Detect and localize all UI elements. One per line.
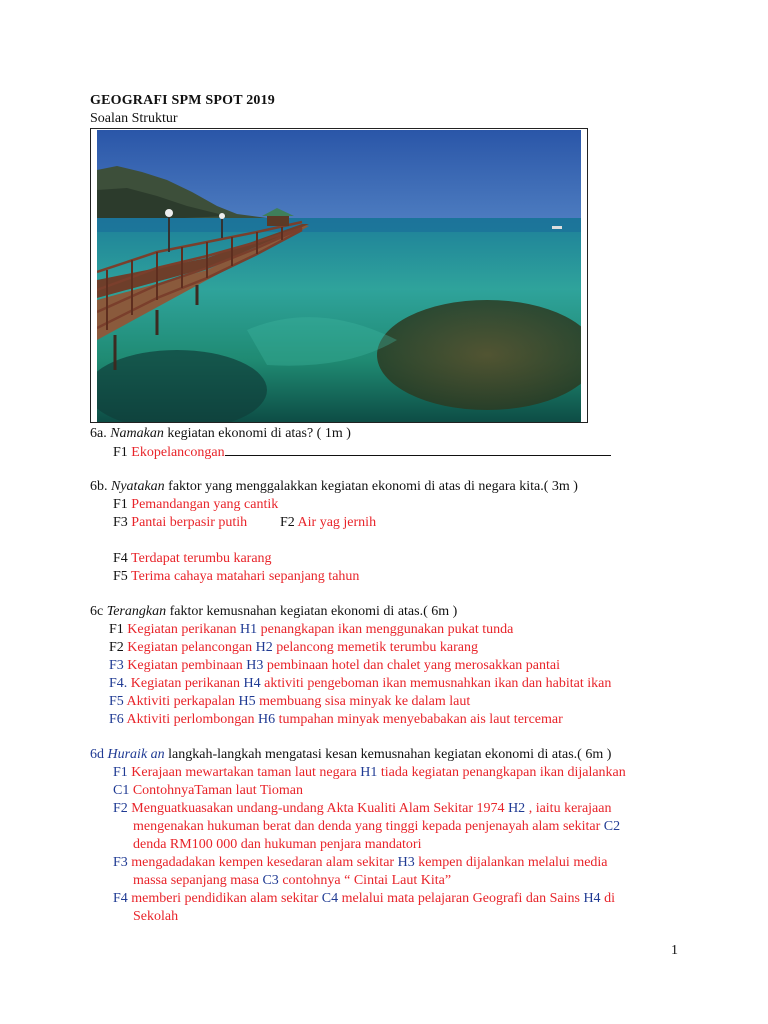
q6c-row-5 [109,693,470,710]
q6d-l1-f: F1 [113,765,128,780]
q6d-text: langkah-langkah mengatasi kesan kemusnahan kegiatan ekonomi di atas.( 6m ) [164,747,612,762]
page-number: 1 [671,943,678,958]
q6d-l9-a: Sekolah [133,909,179,924]
q6c-row-4-factor: Kegiatan perikanan [130,676,241,691]
q6d-l3-a: Menguatkuasakan undang-undang Akta Kualiti Alam Sekitar 1974 [131,801,505,816]
q6d-line-9 [133,908,178,925]
q6a-f1-label: F1 [113,445,128,460]
q6b-f5-label: F5 [113,569,128,584]
q6b-f4-label: F4 [113,551,128,566]
q6b-f5-row [113,568,359,585]
document-subtitle: Soalan Struktur [90,111,178,126]
q6c-row-6-f: F6 [109,712,124,727]
q6c-number: 6c [90,604,104,619]
q6c-row-5-h: H5 [238,694,256,709]
q6d-line-2 [113,782,303,799]
q6c-row-2-f: F2 [109,640,124,655]
jetty-photo [90,128,588,423]
question-6b [90,478,578,495]
q6d-l1-b: tiada kegiatan penangkapan ikan dijalankan [380,765,626,780]
q6b-text: faktor yang menggalakkan kegiatan ekonomi di atas di negara kita.( 3m ) [164,479,578,494]
q6d-line-8 [113,890,615,907]
q6d-l6-a: mengadadakan kempen kesedaran alam sekitar [131,855,395,870]
q6b-f2-answer: Air yag jernih [297,515,377,530]
q6b-f3-row [113,514,247,531]
q6c-row-3-h: H3 [246,658,264,673]
q6c-row-6 [109,711,563,728]
q6c-row-5-explain: membuang sisa minyak ke dalam laut [259,694,471,709]
q6d-l3-b: , iaitu kerajaan [528,801,612,816]
q6c-row-1-h: H1 [240,622,258,637]
q6d-l4-a: mengenakan hukuman berat dan denda yang tinggi kepada penjenayah alam sekitar [133,819,601,834]
q6b-f1-answer: Pemandangan yang cantik [131,497,279,512]
q6b-f1-label: F1 [113,497,128,512]
question-6d [90,746,611,763]
q6d-l1-h: H1 [360,765,378,780]
q6d-line-7 [133,872,451,889]
q6b-f3-answer: Pantai berpasir putih [131,515,248,530]
q6c-text: faktor kemusnahan kegiatan ekonomi di atas.( 6m ) [166,604,458,619]
q6c-row-3-explain: pembinaan hotel dan chalet yang merosakkan pantai [266,658,560,673]
q6c-row-4-h: H4 [243,676,261,691]
q6b-number: 6b. [90,479,108,494]
q6d-l2-a: ContohnyaTaman laut Tioman [132,783,303,798]
q6c-row-5-f: F5 [109,694,124,709]
q6d-line-4 [133,818,620,835]
q6c-row-3-f: F3 [109,658,124,673]
q6c-row-2-h: H2 [255,640,273,655]
q6d-l8-d: di [604,891,615,906]
q6c-row-4 [109,675,611,692]
q6c-row-3 [109,657,560,674]
q6c-row-5-factor: Aktiviti perkapalan [126,694,235,709]
q6c-row-6-explain: tumpahan minyak menyebabakan ais laut tercemar [278,712,563,727]
q6d-l5-a: denda RM100 000 dan hukuman penjara mandatori [133,837,422,852]
question-6a [90,425,351,442]
q6d-verb: Huraik an [107,747,165,762]
q6c-row-1-f: F1 [109,622,124,637]
q6d-l6-h: H3 [397,855,415,870]
q6b-f4-row [113,550,272,567]
q6c-row-3-factor: Kegiatan pembinaan [127,658,243,673]
q6d-line-1 [113,764,626,781]
q6d-l7-a: massa sepanjang masa [133,873,259,888]
q6d-l6-b: kempen dijalankan melalui media [418,855,608,870]
q6d-l2-c: C1 [113,783,130,798]
q6c-row-2-factor: Kegiatan pelancongan [127,640,253,655]
jetty-photo-image [97,130,581,422]
q6d-l3-f: F2 [113,801,128,816]
q6c-row-2-explain: pelancong memetik terumbu karang [276,640,478,655]
document-title: GEOGRAFI SPM SPOT 2019 [90,93,275,108]
q6d-l4-c: C2 [603,819,621,834]
q6c-verb: Terangkan [106,604,167,619]
q6d-line-3 [113,800,611,817]
q6c-row-1 [109,621,513,638]
q6c-row-6-factor: Aktiviti perlombongan [126,712,255,727]
q6d-line-5 [133,836,421,853]
q6a-number: 6a. [90,426,107,441]
q6b-f2-row [280,514,376,531]
q6a-f1-answer: Ekopelancongan [131,445,225,460]
q6c-row-4-explain: aktiviti pengeboman ikan memusnahkan ikan dan habitat ikan [264,676,612,691]
question-6c [90,603,457,620]
q6c-row-6-h: H6 [257,712,276,727]
q6b-f3-label: F3 [113,515,128,530]
q6d-l1-a: Kerajaan mewartakan taman laut negara [131,765,357,780]
q6d-l7-c: C3 [262,873,279,888]
q6a-answer-row [113,443,611,461]
q6c-row-1-explain: penangkapan ikan menggunakan pukat tunda [260,622,514,637]
q6d-number: 6d [90,747,104,762]
q6c-row-4-f: F4. [109,676,128,691]
q6d-l6-f: F3 [113,855,128,870]
q6b-f1-row [113,496,278,513]
q6b-f2-label: F2 [280,515,295,530]
q6d-l3-h: H2 [508,801,526,816]
q6a-verb: Namakan [110,426,164,441]
q6b-f5-answer: Terima cahaya matahari sepanjang tahun [131,569,360,584]
q6c-row-2 [109,639,478,656]
q6a-text: kegiatan ekonomi di atas? ( 1m ) [163,426,351,441]
q6d-line-6 [113,854,608,871]
q6c-row-1-factor: Kegiatan perikanan [127,622,237,637]
q6d-l8-a: memberi pendidikan alam sekitar [131,891,319,906]
q6d-l8-b: melalui mata pelajaran Geografi dan Sains [341,891,580,906]
q6b-verb: Nyatakan [111,479,165,494]
q6d-l8-h: H4 [583,891,601,906]
q6d-l7-b: contohnya “ Cintai Laut Kita” [282,873,452,888]
q6b-f4-answer: Terdapat terumbu karang [131,551,272,566]
q6d-l8-f: F4 [113,891,128,906]
q6a-answer-blank [225,443,611,456]
q6d-l8-c: C4 [321,891,339,906]
